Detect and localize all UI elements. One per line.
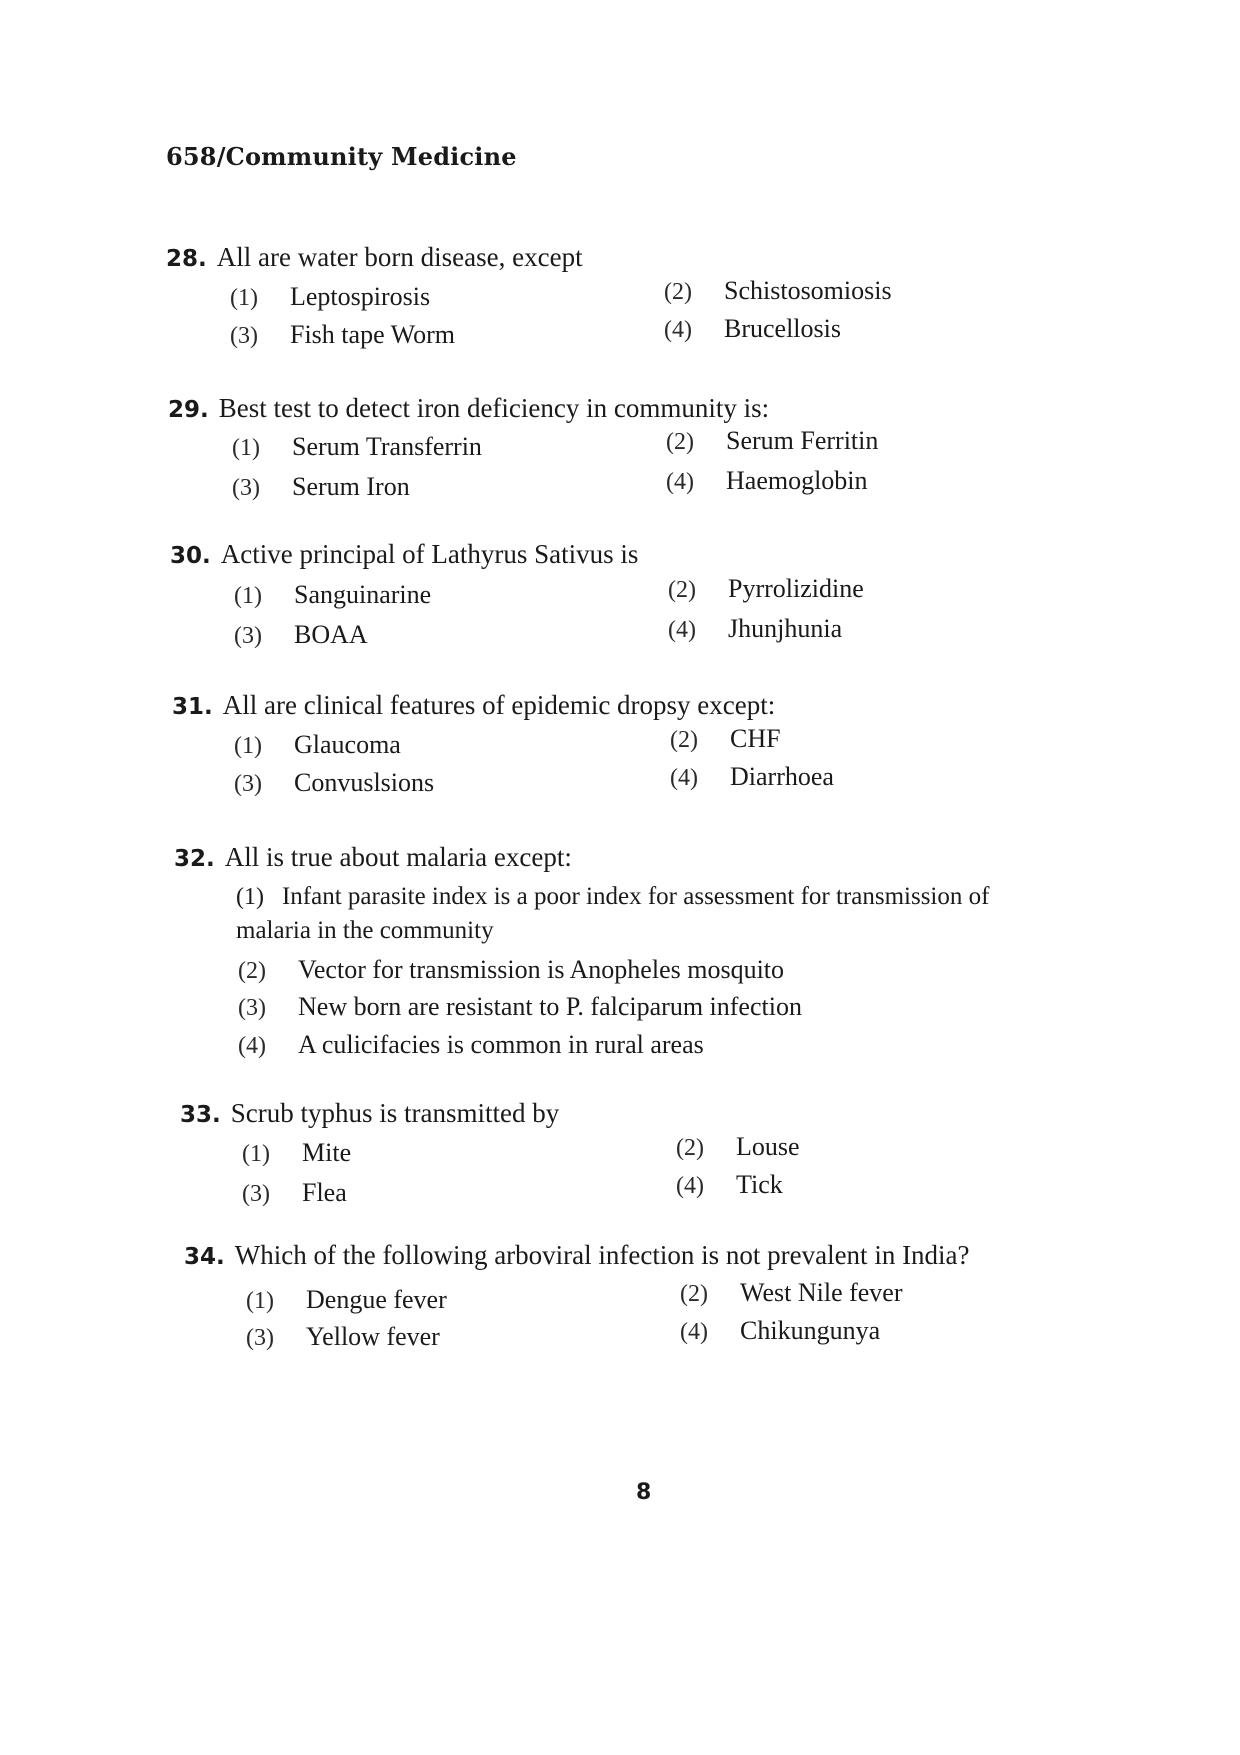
option-number: (2) — [668, 577, 696, 603]
option-2 — [668, 574, 864, 604]
question-28 — [166, 242, 583, 273]
option-number: (4) — [676, 1173, 704, 1199]
option-text: Diarrhoea — [730, 762, 834, 791]
option-number: (2) — [238, 958, 266, 984]
option-4 — [664, 314, 841, 344]
option-3 — [242, 1178, 347, 1208]
option-number: (1) — [242, 1141, 270, 1167]
option-4 — [238, 1030, 704, 1060]
option-number: (2) — [670, 727, 698, 753]
question-number: 29. — [168, 397, 209, 423]
option-number: (3) — [246, 1325, 274, 1351]
option-number: (3) — [232, 475, 260, 501]
question-text: Scrub typhus is transmitted by — [230, 1098, 560, 1128]
option-number: (2) — [676, 1135, 704, 1161]
question-number: 30. — [170, 543, 211, 569]
option-text: Haemoglobin — [726, 466, 868, 495]
option-number: (2) — [666, 429, 694, 455]
option-text: Chikungunya — [740, 1316, 881, 1345]
option-text: Yellow fever — [306, 1322, 440, 1351]
option-number: (3) — [234, 771, 262, 797]
option-number: (4) — [668, 617, 696, 643]
option-number: (3) — [234, 623, 262, 649]
option-text: Sanguinarine — [294, 580, 432, 609]
page-header: 658/Community Medicine — [166, 142, 517, 171]
option-number: (1) — [232, 435, 260, 461]
option-4 — [680, 1316, 880, 1346]
option-4 — [666, 466, 868, 496]
question-number: 28. — [166, 246, 207, 272]
option-text: Infant parasite index is a poor index for assessment for transmission of malaria in the community — [236, 883, 990, 944]
option-2 — [670, 724, 781, 754]
option-number: (1) — [236, 884, 264, 910]
option-number: (4) — [664, 317, 692, 343]
option-text: CHF — [730, 724, 781, 753]
question-text: All are clinical features of epidemic dropsy except: — [222, 690, 776, 720]
option-text: Serum Iron — [292, 472, 410, 501]
option-text: Vector for transmission is Anopheles mosquito — [298, 955, 785, 984]
option-text: Brucellosis — [724, 314, 841, 343]
question-29 — [168, 393, 769, 424]
option-text: A culicifacies is common in rural areas — [298, 1030, 704, 1059]
option-3 — [234, 768, 434, 798]
question-33 — [180, 1098, 559, 1129]
option-text: West Nile fever — [740, 1278, 903, 1307]
option-number: (1) — [246, 1288, 274, 1314]
option-number: (4) — [680, 1319, 708, 1345]
option-text: Fish tape Worm — [290, 320, 455, 349]
option-text: Flea — [302, 1178, 347, 1207]
option-2 — [238, 955, 784, 985]
option-number: (2) — [680, 1281, 708, 1307]
option-number: (4) — [670, 765, 698, 791]
option-text: Glaucoma — [294, 730, 401, 759]
option-text: New born are resistant to P. falciparum infection — [298, 992, 802, 1021]
question-number: 32. — [174, 846, 215, 872]
option-3 — [230, 320, 455, 350]
option-4 — [676, 1170, 783, 1200]
option-number: (2) — [664, 279, 692, 305]
option-text: Leptospirosis — [290, 282, 431, 311]
question-text: Which of the following arboviral infection is not prevalent in India? — [234, 1240, 970, 1270]
question-number: 31. — [172, 694, 213, 720]
option-number: (1) — [230, 285, 258, 311]
option-text: BOAA — [294, 620, 368, 649]
option-3 — [238, 992, 802, 1022]
option-text: Mite — [302, 1138, 352, 1167]
option-number: (3) — [230, 323, 258, 349]
question-number: 34. — [184, 1244, 225, 1270]
option-4 — [670, 762, 834, 792]
option-number: (3) — [242, 1181, 270, 1207]
question-34 — [184, 1240, 970, 1271]
option-number: (1) — [234, 583, 262, 609]
option-2 — [676, 1132, 800, 1162]
option-number: (1) — [234, 733, 262, 759]
option-text: Schistosomiosis — [724, 276, 892, 305]
option-number: (4) — [238, 1033, 266, 1059]
option-4 — [668, 614, 842, 644]
option-3 — [234, 620, 368, 650]
option-1 — [234, 730, 401, 760]
option-text: Convuslsions — [294, 768, 435, 797]
option-3 — [232, 472, 410, 502]
option-2 — [664, 276, 892, 306]
option-text: Louse — [736, 1132, 800, 1161]
option-1 — [232, 432, 482, 462]
option-text: Serum Transferrin — [292, 432, 482, 461]
option-1 — [242, 1138, 351, 1168]
option-3 — [246, 1322, 440, 1352]
page-number: 8 — [636, 1480, 652, 1505]
question-number: 33. — [180, 1102, 221, 1128]
option-text: Pyrrolizidine — [728, 574, 864, 603]
option-1 — [234, 580, 431, 610]
question-text: Best test to detect iron deficiency in community is: — [218, 393, 770, 423]
question-text: All are water born disease, except — [216, 242, 583, 272]
option-2 — [666, 426, 878, 456]
question-32 — [174, 842, 572, 873]
option-number: (3) — [238, 995, 266, 1021]
option-text: Jhunjhunia — [728, 614, 843, 643]
question-30 — [170, 539, 638, 570]
option-2 — [680, 1278, 903, 1308]
option-text: Tick — [736, 1170, 783, 1199]
option-number: (4) — [666, 469, 694, 495]
question-text: Active principal of Lathyrus Sativus is — [220, 539, 639, 569]
option-1 — [236, 880, 996, 948]
option-text: Serum Ferritin — [726, 426, 879, 455]
option-1 — [246, 1285, 447, 1315]
option-text: Dengue fever — [306, 1285, 447, 1314]
option-1 — [230, 282, 430, 312]
question-31 — [172, 690, 775, 721]
question-text: All is true about malaria except: — [224, 842, 572, 872]
